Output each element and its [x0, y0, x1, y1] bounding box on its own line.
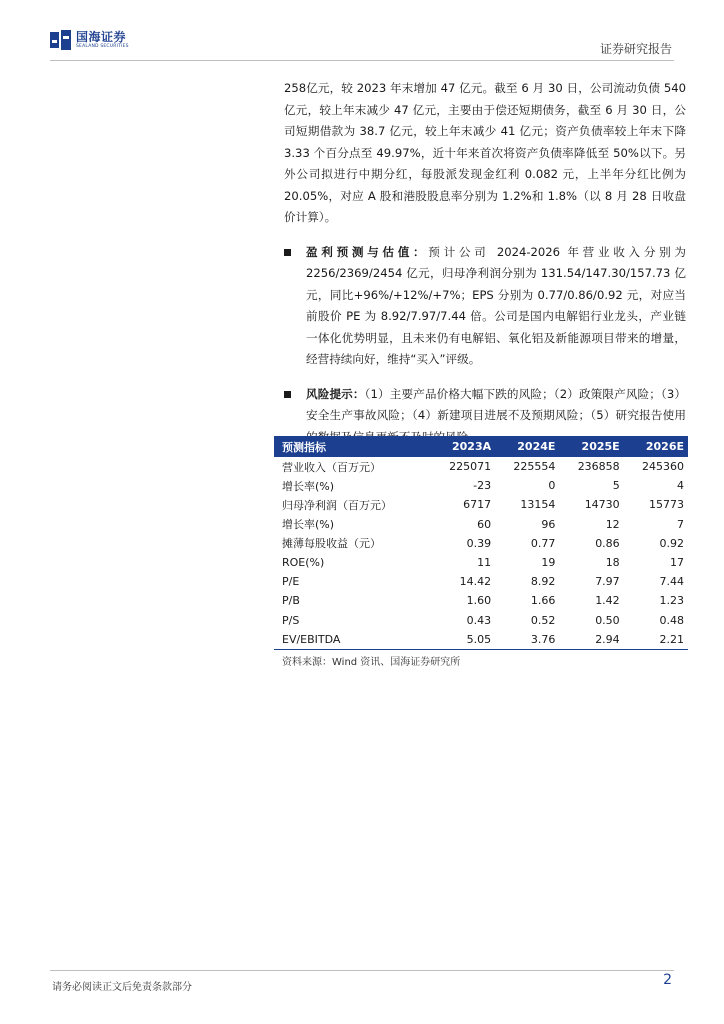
- table-cell: 17: [624, 553, 688, 572]
- table-cell: 245360: [642, 460, 684, 474]
- table-cell: 7.97: [595, 575, 620, 589]
- table-cell: 1.60: [431, 591, 495, 610]
- table-cell: 19: [495, 553, 559, 572]
- table-cell: 0.86: [595, 536, 620, 550]
- bullet-lead: 盈利预测与估值：: [306, 244, 429, 259]
- bullet-text: （1）主要产品价格大幅下跌的风险；（2）政策限产风险；（3）安全生产事故风险；（4）新建项目进展不及预期风险；（5）研究报告使用: [306, 386, 686, 422]
- table-cell: P/B: [274, 591, 431, 610]
- table-cell: 增长率(%): [274, 515, 431, 534]
- table-row: [274, 572, 688, 591]
- footer-disclaimer: 请务必阅读正文后免责条款部分: [52, 982, 192, 993]
- table-cell: 225071: [449, 460, 492, 474]
- square-bullet-icon: [284, 391, 291, 398]
- table-cell: ROE(%): [274, 553, 431, 572]
- footer-divider: [50, 970, 674, 971]
- table-cell: 0.48: [659, 613, 684, 627]
- forecast-table-container: [274, 436, 688, 650]
- table-cell: 营业收入（百万元）: [282, 460, 381, 474]
- table-row: [274, 591, 688, 610]
- square-bullet-icon: [284, 249, 291, 256]
- table-header-cell: 2024E: [495, 436, 559, 457]
- logo-cn-text: 国海证券: [76, 29, 127, 44]
- table-cell: 0.50: [595, 613, 620, 627]
- table-row: [274, 534, 688, 553]
- table-row: [274, 515, 688, 534]
- table-cell: 3.76: [495, 630, 559, 650]
- bullet-text: 预计公司 2024-2026 年营业收入分别为 2256/2369/2454 亿元，归母净利润分别为 131.54/147.30/157.73 亿元，同比+96%/+12%/+7%；EPS 分别为 0.77/0.86/0.92 元，对应当前股价 PE 为 8.92/7.97/7.44 倍。公司是国内电解铝行业龙头，产业链一体化优势明显，且未来仍有电解铝、氧化铝及新能源项目带来的增量，经营持续向好，维持“买入”评级。: [306, 244, 686, 366]
- table-cell: 0.39: [466, 536, 492, 550]
- table-row: [274, 457, 688, 476]
- table-cell: 236858: [577, 460, 620, 474]
- bullet-earnings-forecast: [284, 242, 686, 371]
- table-cell: 7: [624, 515, 688, 534]
- table-row: [274, 495, 688, 514]
- table-cell: -23: [431, 476, 495, 495]
- table-header-cell: 预测指标: [274, 436, 431, 457]
- table-cell: 18: [559, 553, 623, 572]
- table-header-cell: 2026E: [624, 436, 688, 457]
- table-cell: 6717: [463, 498, 492, 512]
- table-cell: 1.23: [624, 591, 688, 610]
- report-body: [284, 78, 686, 448]
- table-cell: 12: [559, 515, 623, 534]
- table-cell: 8.92: [530, 575, 556, 589]
- table-cell: 1.42: [559, 591, 623, 610]
- table-cell: 摊薄每股收益（元）: [282, 537, 381, 551]
- table-cell: 15773: [649, 498, 684, 512]
- table-header-row: [274, 436, 688, 457]
- table-cell: 4: [624, 476, 688, 495]
- table-cell: 14730: [584, 498, 620, 512]
- table-cell: 0.43: [466, 613, 492, 627]
- page-header: [0, 0, 724, 62]
- table-cell: 2.21: [624, 630, 688, 650]
- table-cell: 5.05: [431, 630, 495, 650]
- table-cell: 5: [559, 476, 623, 495]
- table-header-cell: 2025E: [559, 436, 623, 457]
- table-cell: 增长率(%): [274, 476, 431, 495]
- table-cell: 11: [431, 553, 495, 572]
- forecast-table: [274, 436, 688, 650]
- table-row: [274, 611, 688, 630]
- table-cell: 225554: [513, 460, 556, 474]
- logo-mark-icon: [50, 30, 72, 50]
- table-cell: 96: [495, 515, 559, 534]
- table-row: [274, 630, 688, 650]
- logo-en-text: SEALAND SECURITIES: [76, 43, 129, 49]
- table-cell: P/E: [282, 575, 300, 589]
- table-header-cell: 2023A: [431, 436, 495, 457]
- table-cell: 13154: [520, 498, 556, 512]
- body-paragraph: 258亿元，较 2023 年末增加 47 亿元。截至 6 月 30 日，公司流动负债 540 亿元，较上年末减少 47 亿元，主要由于偿还短期债务，截至 6 月 30 日，公司短期借款为 38.7 亿元，较上年末减少 41 亿元；资产负债率较上年末下降 3.33 个百分点至 49.97%，近十年来首次将资产负债率降低至 50%以下。另外公司拟进行中期分红，每股派发现金红利 0.082 元，上半年分红比例为 20.05%，对应 A 股和港股股息率分别为 1.2%和 1.8%（以 8 月 28 日收盘价计算）。: [284, 81, 686, 224]
- table-cell: 0.52: [530, 613, 556, 627]
- table-source-note: 资料来源：Wind 资讯、国海证券研究所: [282, 657, 461, 668]
- bullet-lead: 风险提示：: [306, 386, 365, 401]
- table-cell: 60: [431, 515, 495, 534]
- table-row: [274, 476, 688, 495]
- table-cell: 1.66: [495, 591, 559, 610]
- doc-type-label: 证券研究报告: [599, 42, 672, 56]
- table-cell: 2.94: [559, 630, 623, 650]
- table-cell: 0.92: [659, 536, 684, 550]
- table-cell: EV/EBITDA: [274, 630, 431, 650]
- table-cell: 0: [495, 476, 559, 495]
- table-row: [274, 553, 688, 572]
- header-divider: [50, 60, 674, 61]
- table-cell: 14.42: [459, 575, 492, 589]
- table-cell: 7.44: [659, 575, 684, 589]
- table-cell: 0.77: [530, 536, 556, 550]
- table-cell: P/S: [282, 613, 300, 627]
- table-cell: 归母净利润（百万元）: [282, 498, 392, 512]
- company-logo: [50, 30, 129, 50]
- page-number: 2: [663, 972, 672, 988]
